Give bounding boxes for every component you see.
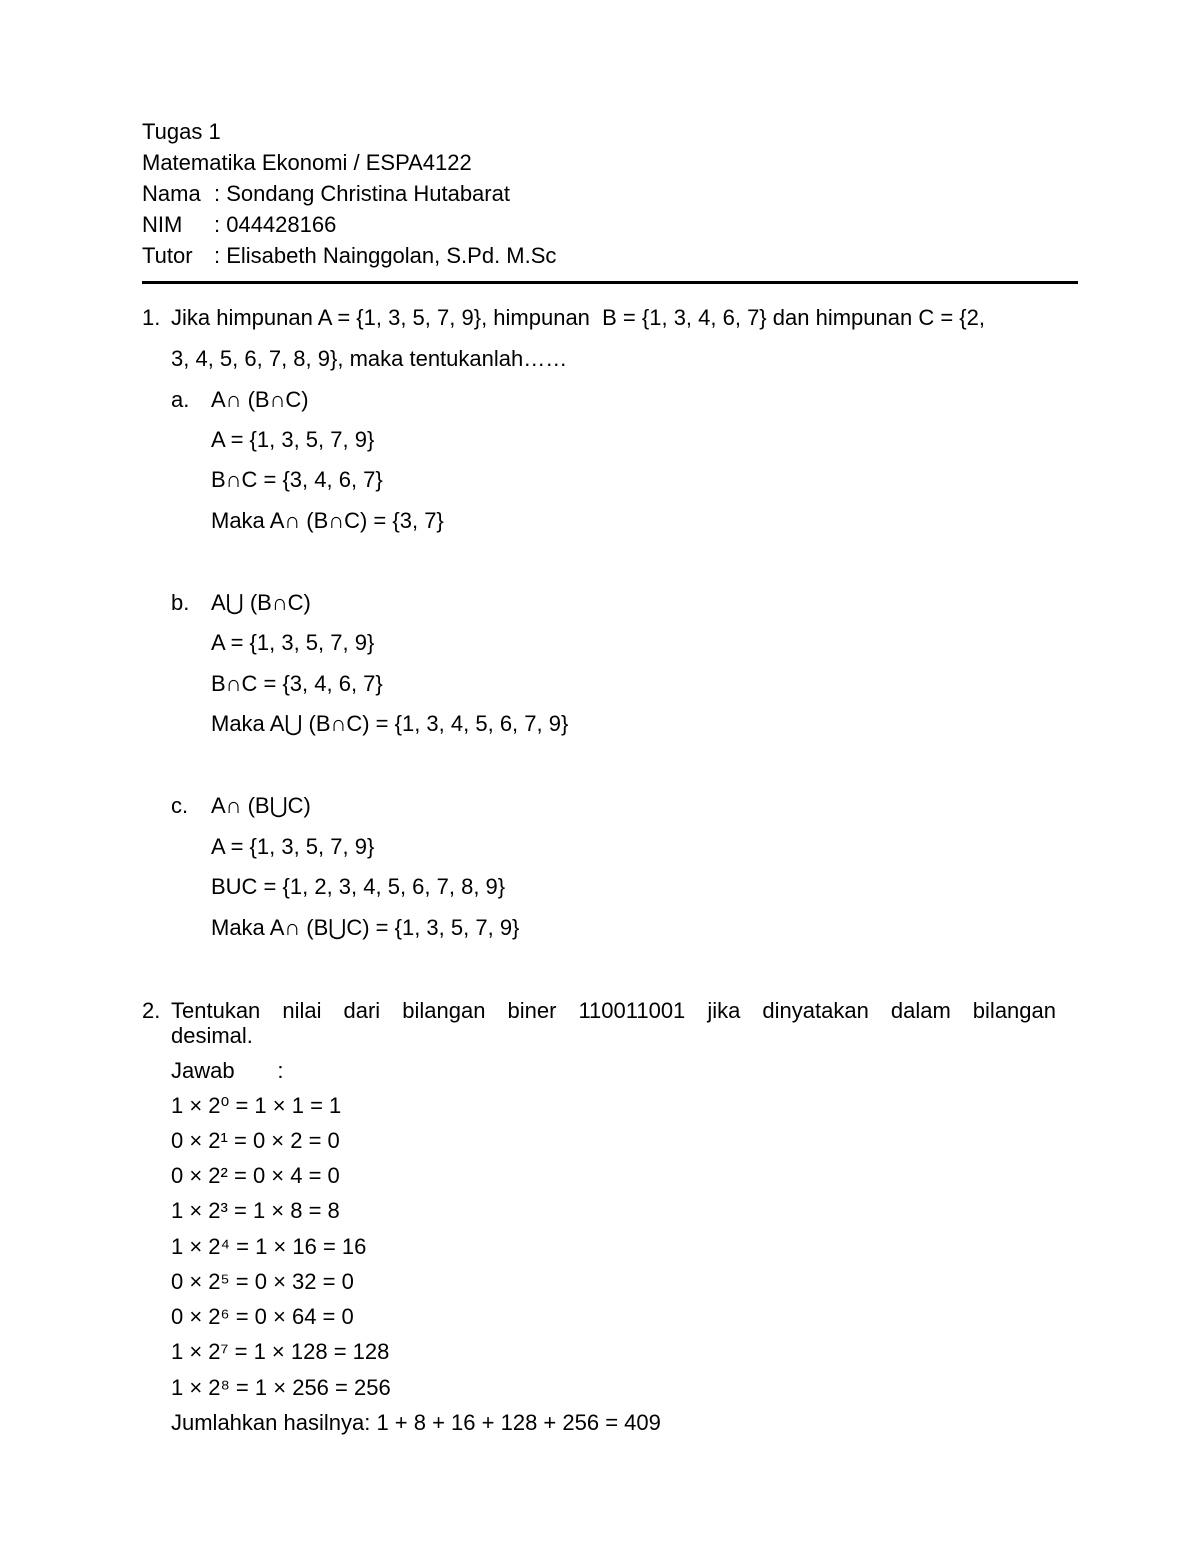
part-c-title: A∩ (B⋃C) (211, 793, 311, 818)
part-a-line: B∩C = {3, 4, 6, 7} (211, 467, 383, 492)
question-1-number: 1. (142, 305, 161, 330)
document-title: Tugas 1 (142, 119, 221, 144)
question-1-text-line-2: 3, 4, 5, 6, 7, 8, 9}, maka tentukanlah…… (171, 346, 568, 371)
part-c-line: BUC = {1, 2, 3, 4, 5, 6, 7, 8, 9} (211, 874, 506, 899)
name-value: : Sondang Christina Hutabarat (214, 181, 510, 206)
student-name-row (142, 178, 1082, 209)
tutor-value: : Elisabeth Nainggolan, S.Pd. M.Sc (214, 243, 557, 268)
part-c-letter: c. (171, 793, 189, 818)
question-2-number: 2. (142, 998, 161, 1023)
nim-row (142, 209, 1082, 240)
tutor-row (142, 240, 1082, 271)
binary-step: 1 × 2⁸ = 1 × 256 = 256 (171, 1375, 391, 1400)
binary-step: 1 × 2⁷ = 1 × 128 = 128 (171, 1339, 390, 1364)
tutor-label: Tutor (142, 243, 193, 268)
part-a-letter: a. (171, 387, 190, 412)
part-a-line: A = {1, 3, 5, 7, 9} (211, 427, 375, 452)
part-a-result: Maka A∩ (B∩C) = {3, 7} (211, 508, 444, 533)
binary-step: 0 × 2² = 0 × 4 = 0 (171, 1163, 340, 1188)
binary-step: 0 × 2⁶ = 0 × 64 = 0 (171, 1304, 354, 1329)
question-1-text-line-1: Jika himpunan A = {1, 3, 5, 7, 9}, himpunan B = {1, 3, 4, 6, 7} dan himpunan C = {2, (171, 305, 985, 330)
part-c-result: Maka A∩ (B⋃C) = {1, 3, 5, 7, 9} (211, 915, 520, 940)
part-b-result: Maka A⋃ (B∩C) = {1, 3, 4, 5, 6, 7, 9} (211, 711, 569, 736)
course-name: Matematika Ekonomi / ESPA4122 (142, 150, 472, 175)
name-label: Nama (142, 181, 201, 206)
answer-label: Jawab : (171, 1058, 284, 1083)
binary-step: 1 × 2⁰ = 1 × 1 = 1 (171, 1093, 342, 1118)
binary-step: 0 × 2¹ = 0 × 2 = 0 (171, 1128, 340, 1153)
part-b-line: B∩C = {3, 4, 6, 7} (211, 671, 383, 696)
binary-step: 1 × 2⁴ = 1 × 16 = 16 (171, 1234, 367, 1259)
part-c-line: A = {1, 3, 5, 7, 9} (211, 834, 375, 859)
binary-step: 1 × 2³ = 1 × 8 = 8 (171, 1198, 340, 1223)
header-divider (142, 281, 1078, 284)
nim-label: NIM (142, 212, 183, 237)
nim-value: : 044428166 (214, 212, 337, 237)
document-header (142, 116, 1082, 271)
question-2-text-line-1: Tentukan nilai dari bilangan biner 110011001 jika dinyatakan dalam bilangan (171, 998, 1056, 1023)
binary-total: Jumlahkan hasilnya: 1 + 8 + 16 + 128 + 256 = 409 (171, 1410, 661, 1435)
part-b-letter: b. (171, 590, 190, 615)
part-b-line: A = {1, 3, 5, 7, 9} (211, 630, 375, 655)
part-b-title: A⋃ (B∩C) (211, 590, 311, 615)
part-a-title: A∩ (B∩C) (211, 387, 309, 412)
binary-step: 0 × 2⁵ = 0 × 32 = 0 (171, 1269, 354, 1294)
question-2-text-line-2: desimal. (171, 1023, 253, 1048)
